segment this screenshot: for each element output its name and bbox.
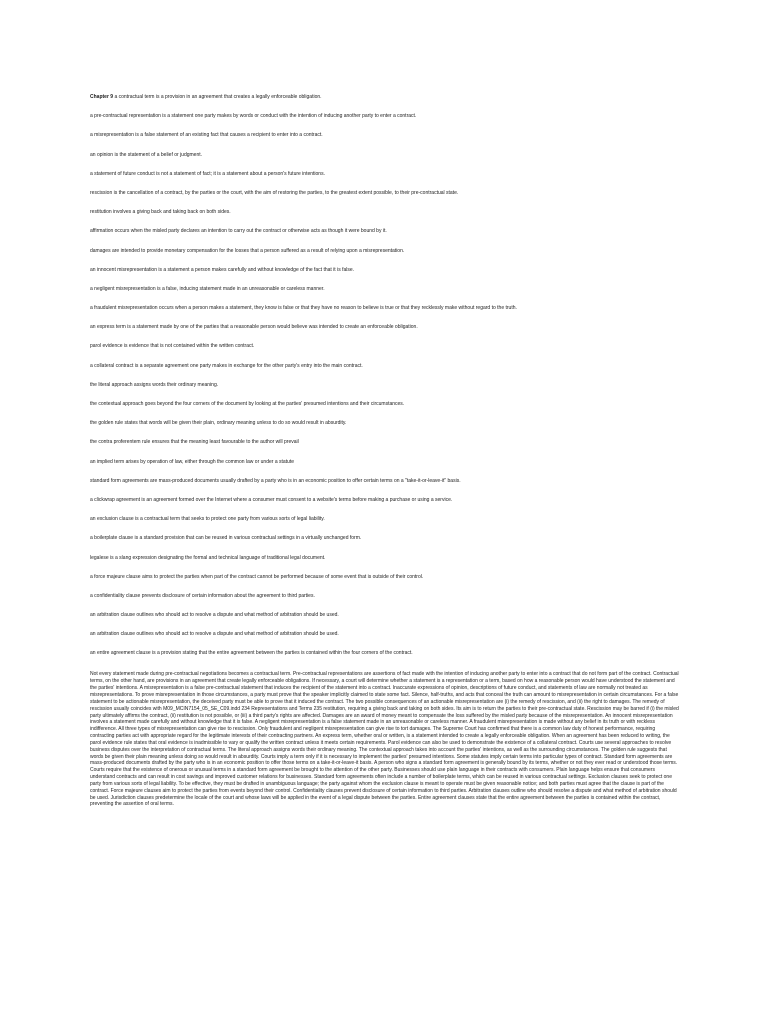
- definition-item: an innocent misrepresentation is a statement a person makes carefully and without knowledge of the fact that it is false.: [90, 266, 355, 273]
- definition-item: an arbitration clause outlines who should act to resolve a dispute and what method of arbitration should be used.: [90, 612, 339, 619]
- definition-item: legalese is a slang expression designating the formal and technical language of traditional legal document.: [90, 554, 326, 561]
- definition-item: a collateral contract is a separate agreement one party makes in exchange for the other party's entry into the main contract.: [90, 362, 363, 369]
- definition-item: affirmation occurs when the misled party declares an intention to carry out the contract or otherwise acts as though it were bound by it.: [90, 228, 387, 235]
- definition-chapter-intro: [90, 94, 678, 101]
- definition-item: damages are intended to provide monetary compensation for the losses that a person suffered as a result of relying upon a misrepresentation.: [90, 247, 405, 254]
- definition-item: a boilerplate clause is a standard provision that can be reused in various contractual settings in a virtually unchanged form.: [90, 535, 362, 542]
- definition-item: the golden rule states that words will be given their plain, ordinary meaning unless to do so would result in absurdity.: [90, 420, 347, 427]
- definition-item: the contextual approach goes beyond the four corners of the document by looking at the parties' presumed intentions and their circumstances.: [90, 401, 405, 407]
- definition-item: a pre-contractual representation is a statement one party makes by words or conduct with the intention of inducing another party to enter a contract.: [90, 113, 417, 120]
- definition-item: a negligent misrepresentation is a false, inducing statement made in an unreasonable or careless manner.: [90, 285, 325, 292]
- chapter-label: Chapter 9: [90, 94, 114, 100]
- definition-item: a statement of future conduct is not a statement of fact; it is a statement about a person's future intentions.: [90, 170, 325, 177]
- definition-item: standard form agreements are mass-produced documents usually drafted by a party who is in an economic position to offer certain terms on a "take-it-or-leave-it" basis.: [90, 477, 461, 484]
- definition-item: the contra proferentem rule ensures that the meaning least favourable to the author will prevail: [90, 439, 299, 446]
- definition-item: an entire agreement clause is a provision stating that the entire agreement between the parties is contained within the four corners of the contract.: [90, 650, 413, 657]
- definition-item: a clickwrap agreement is an agreement formed over the Internet where a consumer must consent to a website's terms before making a purchase or using a service.: [90, 496, 453, 503]
- definition-item: the literal approach assigns words their ordinary meaning.: [90, 381, 219, 388]
- definition-item: an exclusion clause is a contractual term that seeks to protect one party from various sorts of legal liability.: [90, 516, 325, 523]
- definition-item: a fraudulent misrepresentation occurs when a person makes a statement, they know is false or that they have no reason to believe is true or that they recklessly make without regard to the truth.: [90, 305, 517, 312]
- definition-item: a confidentiality clause prevents disclosure of certain information about the agreement to third parties.: [90, 592, 315, 599]
- definition-item: an express term is a statement made by one of the parties that a reasonable person would believe was intended to create an enforceable obligation.: [90, 324, 418, 331]
- definition-item: an implied term arises by operation of law, either through the common law or under a statute: [90, 458, 294, 465]
- definition-item: an opinion is the statement of a belief or judgment.: [90, 151, 203, 158]
- definition-item: a misrepresentation is a false statement of an existing fact that causes a recipient to enter into a contract.: [90, 132, 323, 139]
- definition-item: an arbitration clause outlines who should act to resolve a dispute and what method of arbitration should be used.: [90, 631, 339, 638]
- definition-item: rescission is the cancellation of a contract, by the parties or the court, with the aim of restoring the parties, to the greatest extent possible, to their pre-contractual state.: [90, 189, 459, 196]
- definition-item: a force majeure clause aims to protect the parties when part of the contract cannot be performed because of some event that is outside of their control.: [90, 573, 424, 580]
- chapter-summary-paragraph: Not every statement made during pre-contractual negotiations becomes a contractual term. Pre-contractual representations are assertions of fact made with the intention of inducing another party to enter into a contract that do not form part of the contract. Contractual terms, on the other hand, are provisions in an agreement that create legally enforceable obligations. If necessary, a court will determine whether a statement is a representation or a term, based on how a reasonable person would have understood the statement and the parties' intentions. A misrepresentation is a false pre-contractual statement that induces the recipient of the statement into a contract. Inaccurate expressions of opinion, descriptions of future conduct, and statements of law are normally not treated as misrepresentations. To prove misrepresentation in those circumstances, a party must prove that the speaker implicitly claimed to state some fact. Silence, half-truths, and acts that conceal the truth can amount to misrepresentation in certain circumstances. For a false statement to be actionable misrepresentation, the deceived party must be able to prove that it induced the contract. The two possible consequences of an actionable misrepresentation are (i) the remedy of rescission, and (ii) the right to damages. The remedy of rescission usually coincides with M09_MCIN7154_05_SE_C09.indd 234 Representations and Terms 235 restitution, requiring a giving back and taking on both sides. Its aim is to return the parties to their pre-contractual state. Rescission may be barred if (i) the misled party ultimately affirms the contract, (ii) restitution is not possible, or (iii) a third party's rights are affected. Damages are an award of money meant to compensate the loss suffered by the misled party because of the misrepresentation. An innocent misrepresentation involves a statement made carefully and without knowledge that it is false. A negligent misrepresentation is a false statement made in an unreasonable or careless manner. A fraudulent misrepresentation is made without any belief in its truth or with reckless indifference. All three types of misrepresentation can give rise to rescission. Only fraudulent and negligent misrepresentation can give rise to tort damages. The Supreme Court has confirmed that there is a common law duty of honest performance, requiring contracting parties act with appropriate regard for the legitimate interests of their contracting partners. An express term, whether oral or written, is a statement intended to create a legally enforceable obligation. When an agreement has been reduced to writing, the parol evidence rule states that oral evidence is inadmissible to vary or qualify the written contract unless it meets certain requirements. Parol evidence can also be used to demonstrate the existence of a collateral contract. Courts use several approaches to resolve business disputes over the interpretation of contractual terms. The literal approach assigns words their ordinary meaning. The contextual approach takes into account the parties' intentions, as well as the surrounding circumstances. The golden rule suggests that words be given their plain meaning unless doing so would result in absurdity. Courts imply a term only if it is necessary to implement the parties' presumed intentions. Some statutes imply certain terms into particular types of contract. Standard form agreements are mass-produced documents drafted by the party who is in an economic position to offer those terms on a take-it-or-leave-it basis. A person who signs a standard form agreement is generally bound by its terms, whether or not they ever read or understood those terms. Courts require that the existence of onerous or unusual terms in a standard form agreement be brought to the attention of the other party. Businesses should use plain language in their contracts with consumers. Plain language helps ensure that consumers understand contracts and can result in cost savings and improved customer relations for businesses. Standard form agreements often include a number of boilerplate terms, which can be reused in various contractual settings. Exclusion clauses seek to protect one party from various sorts of legal liability. To be effective, they must be drafted in unambiguous language; the party against whom the exclusion clause is meant to operate must be given reasonable notice; and both parties must agree that the clause is part of the contract. Force majeure clauses aim to protect the parties from events beyond their control. Confidentiality clauses prevent disclosure of certain information to third parties. Arbitration clauses outline who should resolve a dispute and what method of arbitration should be used. Jurisdiction clauses predetermine the locale of the court and whose laws will be applied in the event of a legal dispute between the parties. Entire agreement clauses state that the entire agreement between the parties is contained within the contract, preventing the assertion of oral terms.: [90, 671, 679, 808]
- definition-item: restitution involves a giving back and taking back on both sides.: [90, 209, 231, 216]
- definition-item: parol evidence is evidence that is not contained within the written contract.: [90, 343, 255, 350]
- definition-text: a contractual term is a provision in an agreement that creates a legally enforceable obligation.: [113, 94, 322, 100]
